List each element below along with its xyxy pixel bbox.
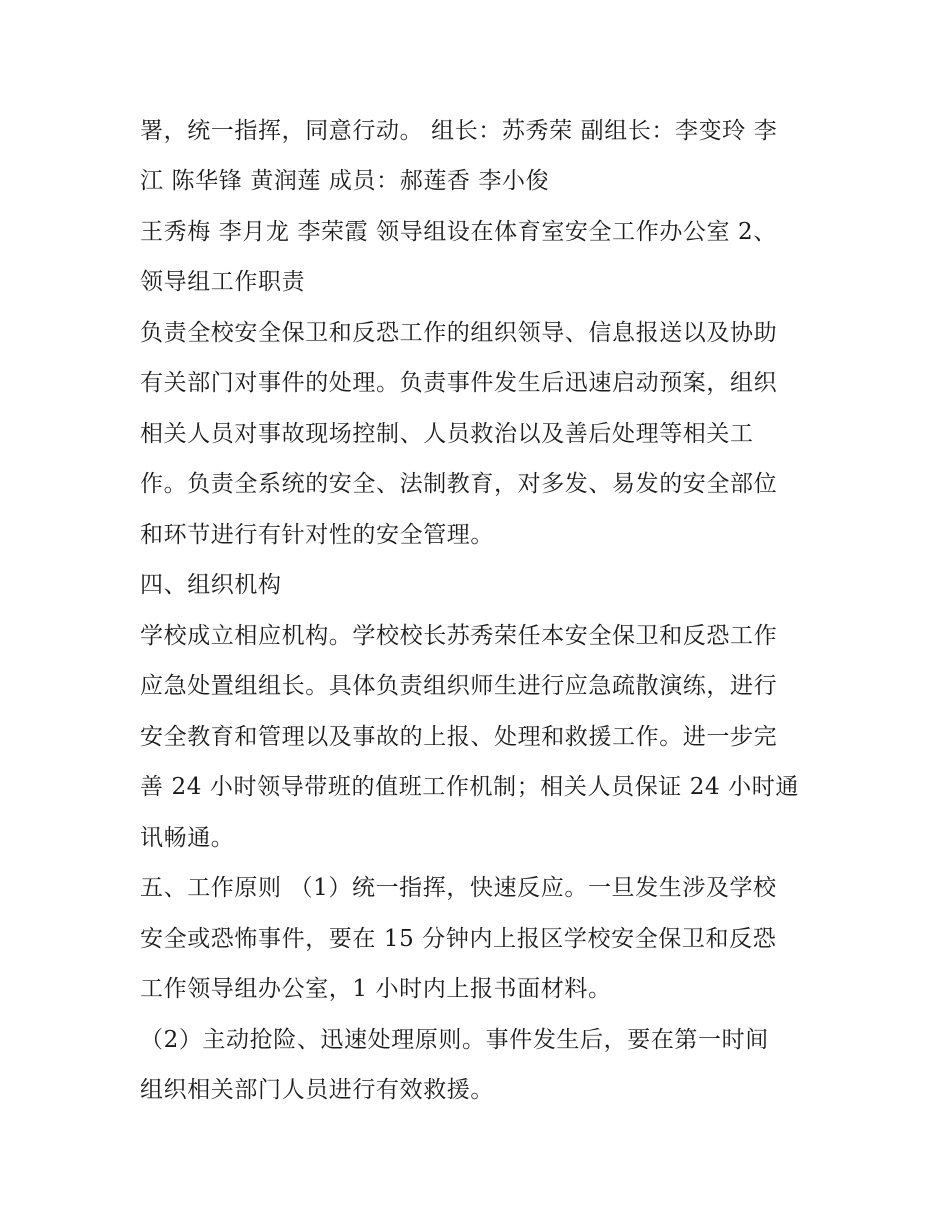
text-line: 五、工作原则 （1）统一指挥，快速反应。一旦发生涉及学校 <box>140 875 777 901</box>
text-line: 江 陈华锋 黄润莲 成员：郝莲香 李小俊 <box>140 168 550 194</box>
text-line: 应急处置组组长。具体负责组织师生进行应急疏散演练，进行 <box>140 673 778 699</box>
text-line: 相关人员对事故现场控制、人员救治以及善后处理等相关工 <box>140 421 754 447</box>
text-line: 作。负责全系统的安全、法制教育，对多发、易发的安全部位 <box>140 471 778 497</box>
text-line: 工作领导组办公室，1 小时内上报书面材料。 <box>140 976 612 1002</box>
text-line: 领导组工作职责 <box>140 269 306 295</box>
text-line: 和环节进行有针对性的安全管理。 <box>140 522 494 548</box>
text-line: 学校成立相应机构。学校校长苏秀荣任本安全保卫和反恐工作 <box>140 623 778 649</box>
text-line: 善 24 小时领导带班的值班工作机制；相关人员保证 24 小时通 <box>140 774 799 800</box>
text-line: 组织相关部门人员进行有效救援。 <box>140 1077 494 1103</box>
text-line: 讯畅通。 <box>140 825 235 851</box>
text-line: （2）主动抢险、迅速处理原则。事件发生后，要在第一时间 <box>140 1027 769 1053</box>
text-line: 署，统一指挥，同意行动。 组长：苏秀荣 副组长：李变玲 李 <box>140 118 778 144</box>
text-line: 安全或恐怖事件，要在 15 分钟内上报区学校安全保卫和反恐 <box>140 926 777 952</box>
section-heading: 四、组织机构 <box>140 572 282 598</box>
text-line: 王秀梅 李月龙 李荣霞 领导组设在体育室安全工作办公室 2、 <box>140 219 777 245</box>
text-line: 有关部门对事件的处理。负责事件发生后迅速启动预案，组织 <box>140 370 778 396</box>
text-line: 安全教育和管理以及事故的上报、处理和救援工作。进一步完 <box>140 724 778 750</box>
text-line: 负责全校安全保卫和反恐工作的组织领导、信息报送以及协助 <box>140 320 778 346</box>
